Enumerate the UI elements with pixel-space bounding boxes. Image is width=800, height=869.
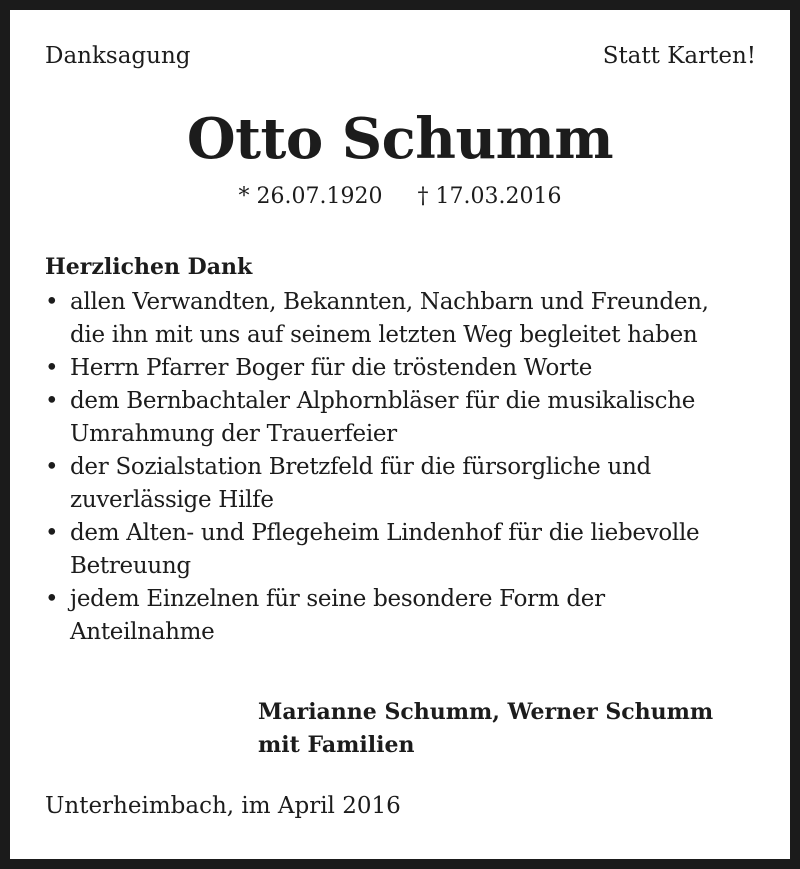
bullet-icon: • (45, 355, 59, 381)
signature-families: mit Familien (258, 732, 415, 758)
list-item: • der Sozialstation Bretzfeld für die fürsorgliche und zuverlässige Hilfe (45, 451, 765, 517)
bullet-icon: • (45, 586, 59, 612)
life-dates (10, 184, 790, 209)
list-item: • allen Verwandten, Bekannten, Nachbarn und Freunden, die ihn mit uns auf seinem letzten Weg begleitet haben (45, 286, 765, 352)
thanks-heading: Herzlichen Dank (45, 254, 253, 280)
announcement-type: Danksagung (45, 43, 191, 69)
bullet-icon: • (45, 289, 59, 315)
place-and-date: Unterheimbach, im April 2016 (45, 793, 401, 819)
obituary-card (10, 10, 790, 859)
signature (258, 696, 713, 762)
list-item: • dem Bernbachtaler Alphornbläser für die musikalische Umrahmung der Trauerfeier (45, 385, 765, 451)
list-item: • jedem Einzelnen für seine besondere Form der Anteilnahme (45, 583, 765, 649)
deceased-name: Otto Schumm (186, 106, 614, 172)
statt-karten-note: Statt Karten! (602, 43, 756, 69)
list-item: • dem Alten- und Pflegeheim Lindenhof für die liebevolle Betreuung (45, 517, 765, 583)
bullet-icon: • (45, 454, 59, 480)
birth-date: * 26.07.1920 (238, 184, 383, 209)
bullet-icon: • (45, 520, 59, 546)
thanks-list (45, 286, 765, 649)
signature-names: Marianne Schumm, Werner Schumm (258, 699, 714, 725)
list-item: • Herrn Pfarrer Boger für die tröstenden Worte (45, 352, 765, 385)
death-date: † 17.03.2016 (417, 184, 562, 209)
bullet-icon: • (45, 388, 59, 414)
